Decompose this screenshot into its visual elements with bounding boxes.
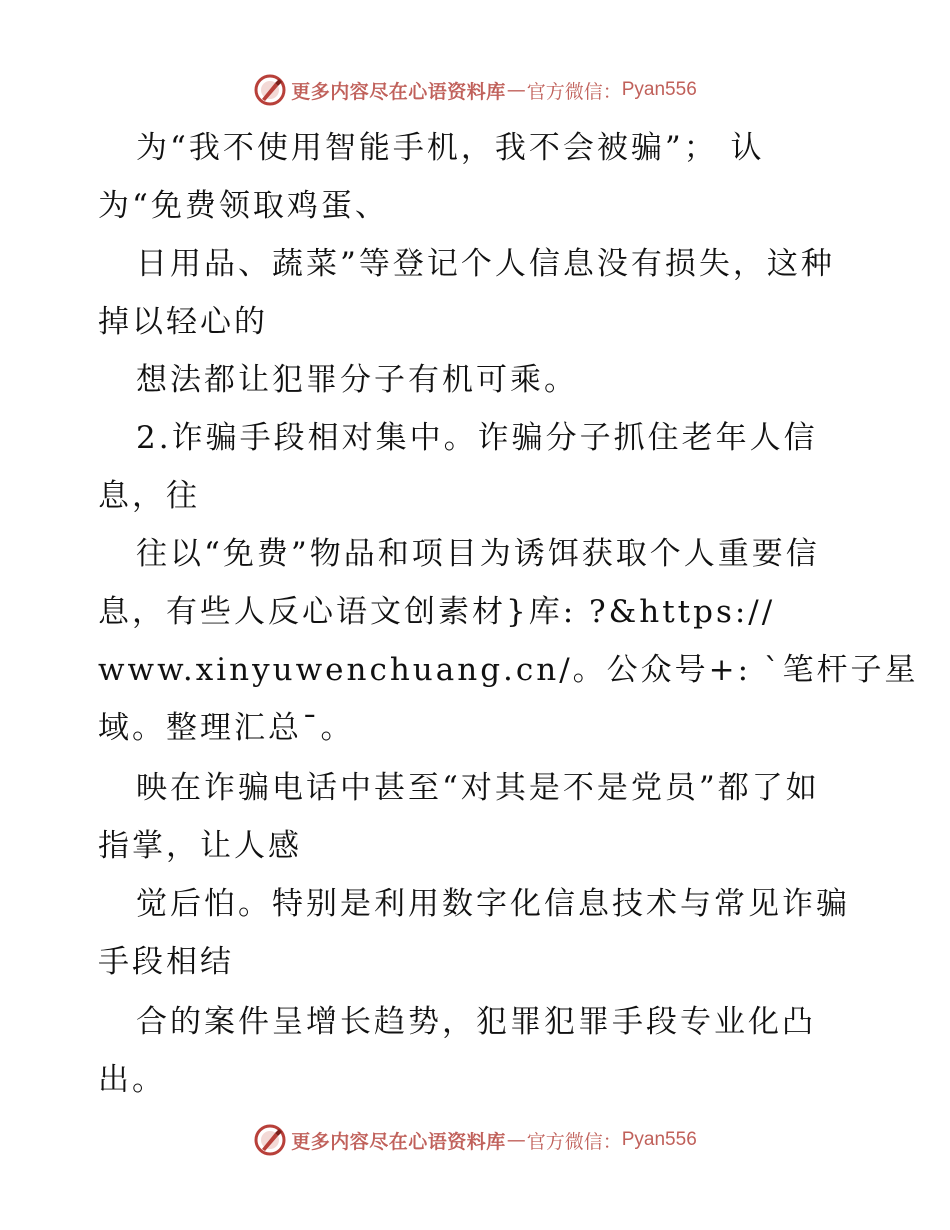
header-dash: — [506,79,526,101]
body-line-16: 合的案件呈增长趋势，犯罪犯罪手段专业化凸 [136,1004,816,1040]
body-line-8: 往以“免费”物品和项目为诱饵获取个人重要信 [136,536,820,572]
body-line-14: 觉后怕。特别是利用数字化信息技术与常见诈骗 [136,886,850,922]
body-line-7: 息，往 [98,478,200,514]
body-line-1: 为“我不使用智能手机，我不会被骗”； 认 [136,130,765,166]
footer-wechat-account: Pyan556 [621,1129,697,1150]
footer-wechat-label: 官方微信： [526,1130,622,1153]
header-wechat-account: Pyan556 [621,79,697,100]
body-line-4: 掉以轻心的 [98,304,268,340]
pen-logo-icon [253,73,287,107]
header-wechat-label: 官方微信： [526,80,622,103]
body-line-3: 日用品、蔬菜”等登记个人信息没有损失，这种 [136,246,835,282]
header-banner [0,72,950,108]
footer-brand-text: 更多内容尽在心语资料库 [291,1130,506,1153]
footer-banner [0,1122,950,1158]
header-brand-text: 更多内容尽在心语资料库 [291,80,506,103]
body-line-2: 为“免费领取鸡蛋、 [98,188,389,224]
body-line-9: 息，有些人反心语文创素材}库: ?&https:// [98,594,776,630]
body-line-6: 2.诈骗手段相对集中。诈骗分子抓住老年人信 [136,420,818,456]
body-line-15: 手段相结 [98,944,234,980]
footer-dash: — [506,1129,526,1151]
body-line-10: www.xinyuwenchuang.cn/。公众号+: `笔杆子星 [98,652,919,688]
body-line-12: 映在诈骗电话中甚至“对其是不是党员”都了如 [136,770,820,806]
body-line-13: 指掌，让人感 [98,828,302,864]
pen-logo-icon [253,1123,287,1157]
body-line-5: 想法都让犯罪分子有机可乘。 [136,362,578,398]
body-line-11: 域。整理汇总¯。 [98,710,355,746]
body-line-17: 出。 [98,1062,166,1098]
